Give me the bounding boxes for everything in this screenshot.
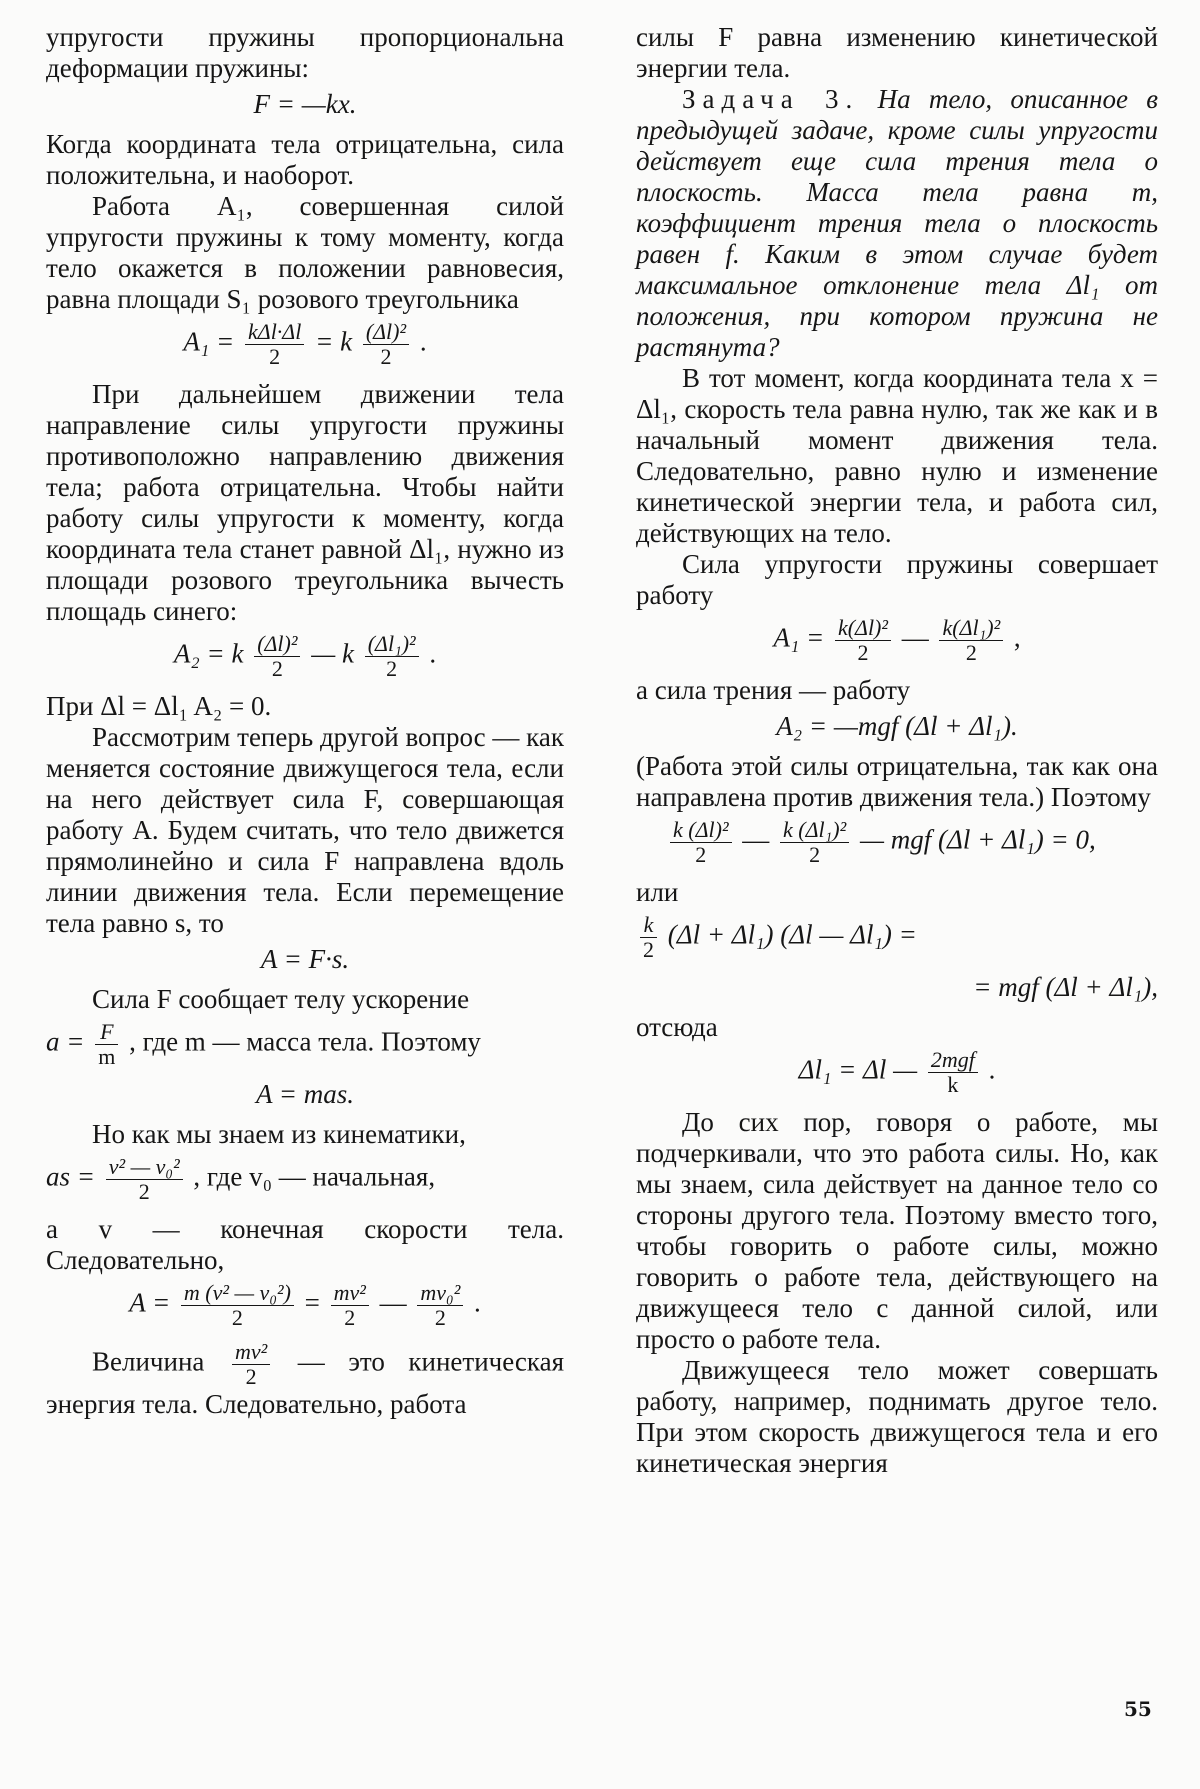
fraction [939,616,1003,665]
numerator: mv₀² [417,1281,463,1306]
formula-part: — [742,824,770,855]
fraction [181,1281,294,1330]
formula-part: = [304,1287,320,1318]
denominator: 2 [386,656,398,681]
denominator: 2 [344,1305,356,1330]
task-paragraph [636,84,1158,363]
fraction [331,1281,369,1330]
numerator: kΔl·Δl [245,320,304,345]
formula [46,632,564,681]
denominator: 2 [231,1305,243,1330]
numerator: 2mgf [928,1048,978,1073]
numerator: k [640,913,657,938]
paragraph: а v — конечная скорости тела. Следовательно, [46,1214,564,1275]
denominator: 2 [245,1364,257,1389]
formula-part: = k [315,326,353,357]
paragraph: Сила F сообщает телу ускорение [92,984,470,1014]
numerator: F [95,1020,118,1045]
text-part: — это кинетическая энергия тела. Следовательно, работа [46,1346,564,1419]
paragraph: силы F равна изменению кинетической энергии тела. [636,22,1158,83]
numerator: (Δl)² [254,632,300,657]
paragraph: При Δl = Δl₁ A₂ = 0. [46,691,272,721]
formula-part: A = [129,1287,171,1318]
fraction [106,1155,183,1204]
paragraph: Но как мы знаем из кинематики, [92,1119,466,1149]
formula [636,1048,1158,1097]
numerator: k(Δl)² [835,616,891,641]
fraction [365,632,419,681]
denominator: 2 [434,1305,446,1330]
fraction [835,616,891,665]
formula-part: (Δl + Δl₁) (Δl — Δl₁) = [667,919,917,950]
formula [636,972,1158,1002]
formula-part: . [988,1054,996,1085]
fraction [640,913,657,962]
paragraph: Работа A₁, совершенная силой упругости пружины к тому моменту, когда тело окажется в положении равновесия, равна площади S₁ розового треугольника [46,191,564,314]
formula [46,320,564,369]
numerator: mv² [331,1281,369,1306]
numerator: v² — v₀² [106,1155,183,1180]
formula-part: , где v₀ — начальная, [193,1161,436,1192]
page-number: 55 [1124,1697,1152,1721]
denominator: 2 [965,640,977,665]
paragraph: Когда координата тела отрицательна, сила положительна, и наоборот. [46,129,564,190]
task-text: На тело, описанное в предыдущей задаче, кроме силы упругости действует еще сила трения тела о плоскость. Масса тела равна m, коэффициент трения тела о плоскость равен f. Каким в этом случае будет максимальное отклонение тела Δl₁ от положения, при котором пружина не растянута? [636,84,1158,362]
formula [636,616,1158,665]
paragraph: В тот момент, когда координата тела x = Δl₁, скорость тела равна нулю, так же как и в начальный момент движения тела. Следовательно, равно нулю и изменение кинетической энергии тела, и работа сил, действующих на тело. [636,363,1158,548]
fraction [780,818,849,867]
formula [636,913,1158,962]
numerator: (Δl)² [363,320,409,345]
formula-part: A₁ = [773,622,825,653]
denominator: 2 [380,344,392,369]
formula-part: . [419,326,427,357]
formula-part: — k [311,638,354,669]
formula [46,1079,564,1109]
formula-part: , [1013,622,1021,653]
numerator: mv² [232,1340,270,1365]
formula-part: — mgf (Δl + Δl₁) = 0, [859,824,1096,855]
formula-part: , где m — масса тела. Поэтому [129,1026,481,1057]
denominator: 2 [809,842,821,867]
numerator: k(Δl₁)² [939,616,1003,641]
numerator: (Δl₁)² [365,632,419,657]
denominator: k [947,1072,959,1097]
text-part: Величина [92,1346,205,1377]
formula [636,711,1158,741]
formula-part: . [429,638,437,669]
denominator: 2 [138,1179,150,1204]
left-column [46,22,564,1420]
fraction [245,320,304,369]
formula [46,944,564,974]
formula [666,818,1158,867]
numerator: k (Δl₁)² [780,818,849,843]
denominator: 2 [269,344,281,369]
fraction [417,1281,463,1330]
paragraph: а сила трения — работу [636,675,911,705]
paragraph: При дальнейшем движении тела направление силы упругости пружины противоположно направлению движения тела; работа отрицательна. Чтобы найти работу силы упругости к моменту, когда координата тела станет равной Δl₁, нужно из площади розового треугольника вычесть площадь синего: [46,379,564,626]
formula-part: — [901,622,929,653]
paragraph: Сила упругости пружины совершает работу [636,549,1158,610]
paragraph: или [636,877,679,907]
paragraph: Рассмотрим теперь другой вопрос — как меняется состояние движущегося тела, если на него действует сила F, совершающая работу A. Будем считать, что тело движется прямолинейно и сила F направлена вдоль линии движения тела. Если перемещение тела равно s, то [46,722,564,938]
formula-text: A = mas. [256,1079,354,1109]
fraction [363,320,409,369]
paragraph: Движущееся тело может совершать работу, например, поднимать другое тело. При этом скорость движущегося тела и его кинетическая энергия [636,1355,1158,1478]
formula [46,1281,564,1330]
formula-text: A = F·s. [260,944,350,974]
fraction [254,632,300,681]
denominator: 2 [271,656,283,681]
denominator: m [98,1044,116,1069]
paragraph [46,1340,564,1420]
fraction [232,1340,270,1389]
task-label: Задача 3. [682,84,860,114]
formula-part: A₁ = [183,326,235,357]
fraction [670,818,732,867]
denominator: 2 [695,842,707,867]
fraction [95,1020,118,1069]
formula [46,1020,564,1069]
formula-text: A₂ = —mgf (Δl + Δl₁). [776,711,1018,741]
formula [46,1155,564,1204]
right-column [636,22,1158,1479]
formula-part: A₂ = k [173,638,244,669]
formula-part: Δl₁ = Δl — [798,1054,918,1085]
denominator: 2 [857,640,869,665]
denominator: 2 [643,937,654,962]
numerator: m (v² — v₀²) [181,1281,294,1306]
paragraph: До сих пор, говоря о работе, мы подчеркивали, что это работа силы. Но, как мы знаем, сила действует на данное тело со стороны другого тела. Поэтому вместо того, чтобы говорить о работе силы, можно говорить о работе тела, действующего на движущееся тело с данной силой, или просто о работе тела. [636,1107,1158,1354]
formula-part: as = [46,1161,95,1192]
paragraph: (Работа этой силы отрицательна, так как она направлена против движения тела.) Поэтому [636,751,1158,812]
formula-part: — [379,1287,407,1318]
formula [46,89,564,119]
paragraph: отсюда [636,1012,718,1042]
numerator: k (Δl)² [670,818,732,843]
formula-text: F = —kx. [253,89,357,119]
formula-part: . [474,1287,481,1318]
paragraph: упругости пружины пропорциональна деформации пружины: [46,22,564,83]
formula-part: a = [46,1026,85,1057]
formula-text: = mgf (Δl + Δl₁), [973,972,1158,1002]
fraction [928,1048,978,1097]
